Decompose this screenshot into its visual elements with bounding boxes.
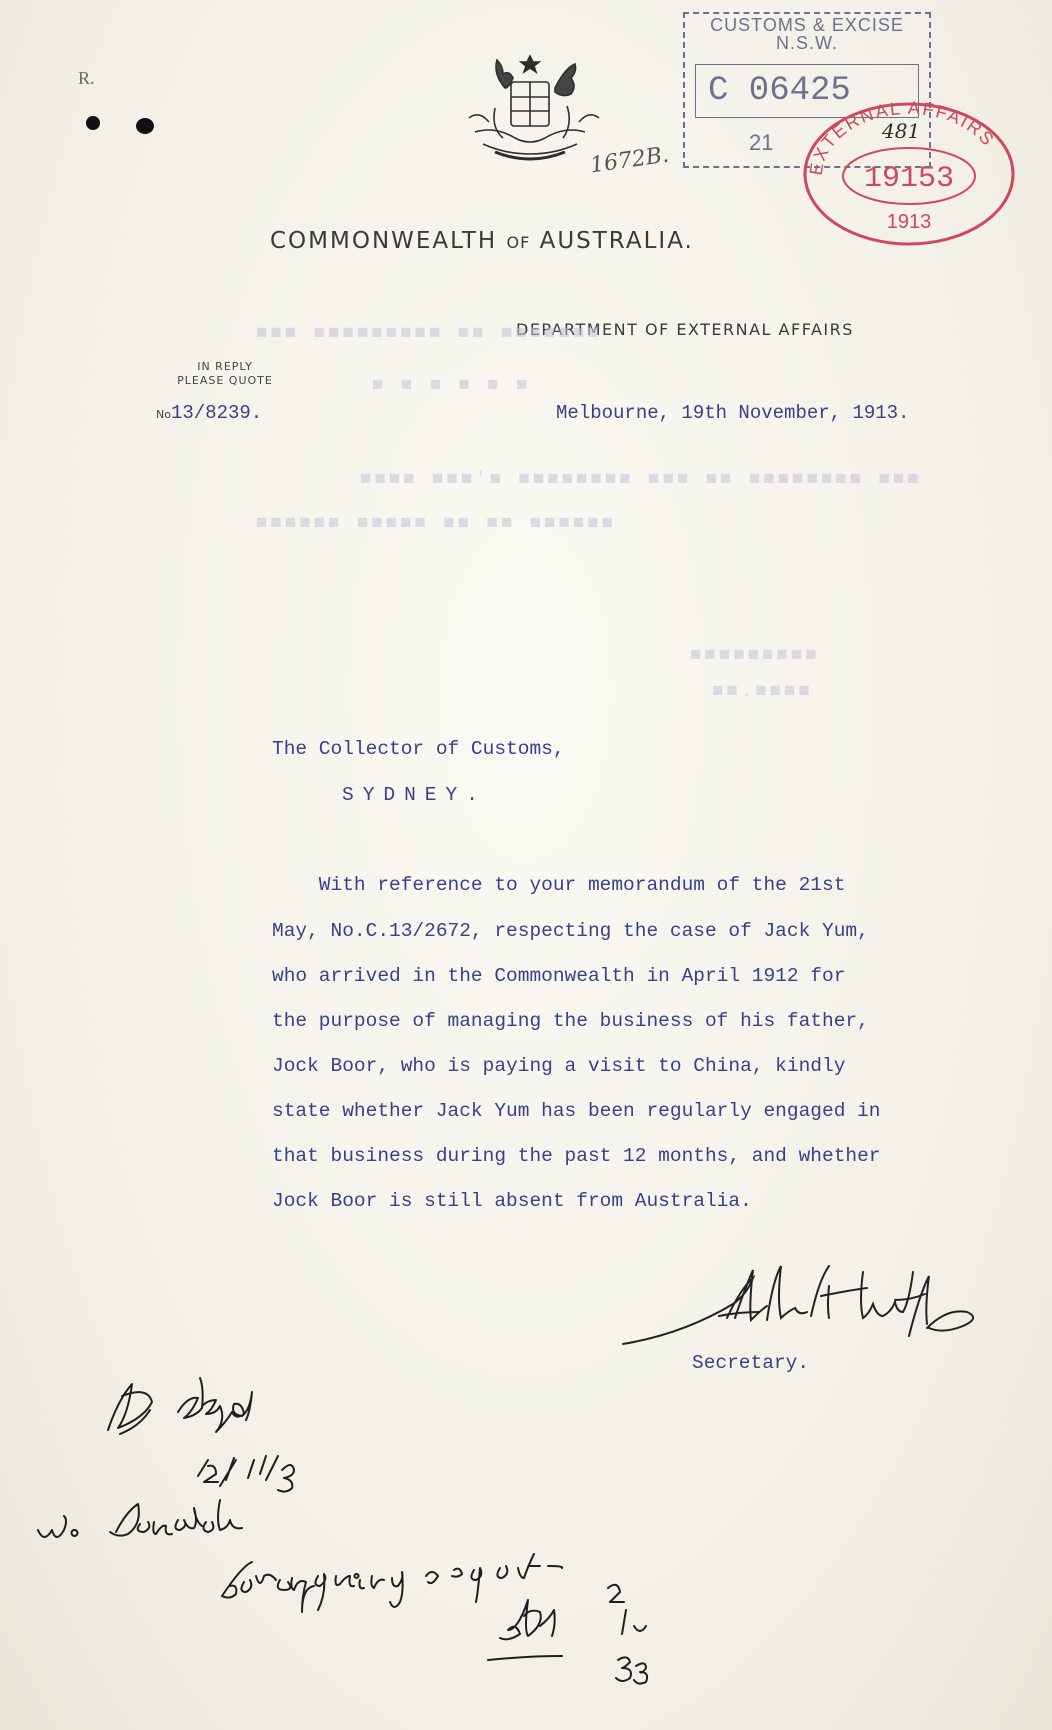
ink-blot: [86, 116, 100, 130]
ea-stamp-year: 1913: [886, 211, 932, 233]
department-name: DEPARTMENT OF EXTERNAL AFFAIRS: [516, 320, 854, 339]
body-line: the purpose of managing the business of his father,: [272, 1010, 869, 1032]
dateline: Melbourne, 19th November, 1913.: [556, 402, 910, 424]
show-through-text: ■■■■ ■■■'■ ■■■■■■■■ ■■■ ■■ ■■■■■■■■ ■■■: [360, 468, 922, 490]
addressee-line: The Collector of Customs,: [272, 738, 565, 760]
ea-stamp-text: EXTERNAL AFFAIRS: [805, 98, 999, 177]
coat-of-arms-icon: [455, 48, 605, 178]
body-line: May, No.C.13/2672, respecting the case of Jack Yum,: [272, 920, 869, 942]
show-through-text: ■■■■■■ ■■■■■ ■■ ■■ ■■■■■■: [256, 512, 617, 534]
body-line: state whether Jack Yum has been regularly engaged in: [272, 1100, 881, 1122]
addressee-city: SYDNEY.: [342, 784, 487, 806]
external-affairs-stamp: [800, 98, 1018, 248]
reply-reference-label: IN REPLY PLEASE QUOTE: [177, 360, 273, 387]
corner-mark: R.: [78, 68, 95, 88]
show-through-text: ■■■■■■■■■: [690, 644, 820, 666]
letterhead-title: COMMONWEALTH OF AUSTRALIA.: [270, 228, 694, 254]
signatory-title: Secretary.: [692, 1352, 810, 1374]
customs-stamp-date: 21: [749, 130, 774, 155]
show-through-text: ■■.■■■■: [712, 680, 813, 702]
body-line: Jock Boor, who is paying a visit to China, kindly: [272, 1055, 846, 1077]
ea-stamp-handwritten: 481: [882, 119, 921, 143]
ink-blot: [136, 118, 154, 134]
ea-stamp-number: 19153: [863, 162, 955, 196]
show-through-text: ■■■ ■■■■■■■■■ ■■ ■■■■■■■: [256, 322, 602, 344]
show-through-text: ■ ■ ■ ■ ■ ■: [372, 374, 531, 396]
customs-stamp-header: CUSTOMS & EXCISE N.S.W.: [710, 15, 904, 53]
handwritten-annotations: [30, 1370, 750, 1700]
body-line: Jock Boor is still absent from Australia.: [272, 1190, 752, 1212]
body-line: With reference to your memorandum of the 21st: [272, 874, 846, 896]
customs-stamp-number: C 06425: [695, 64, 919, 118]
margin-handwritten-note: 1672B.: [588, 142, 671, 179]
secretary-signature: [615, 1256, 1035, 1366]
reference-number: No13/8239.: [156, 402, 263, 424]
body-line: who arrived in the Commonwealth in April 1912 for: [272, 965, 846, 987]
body-line: that business during the past 12 months, and whether: [272, 1145, 881, 1167]
